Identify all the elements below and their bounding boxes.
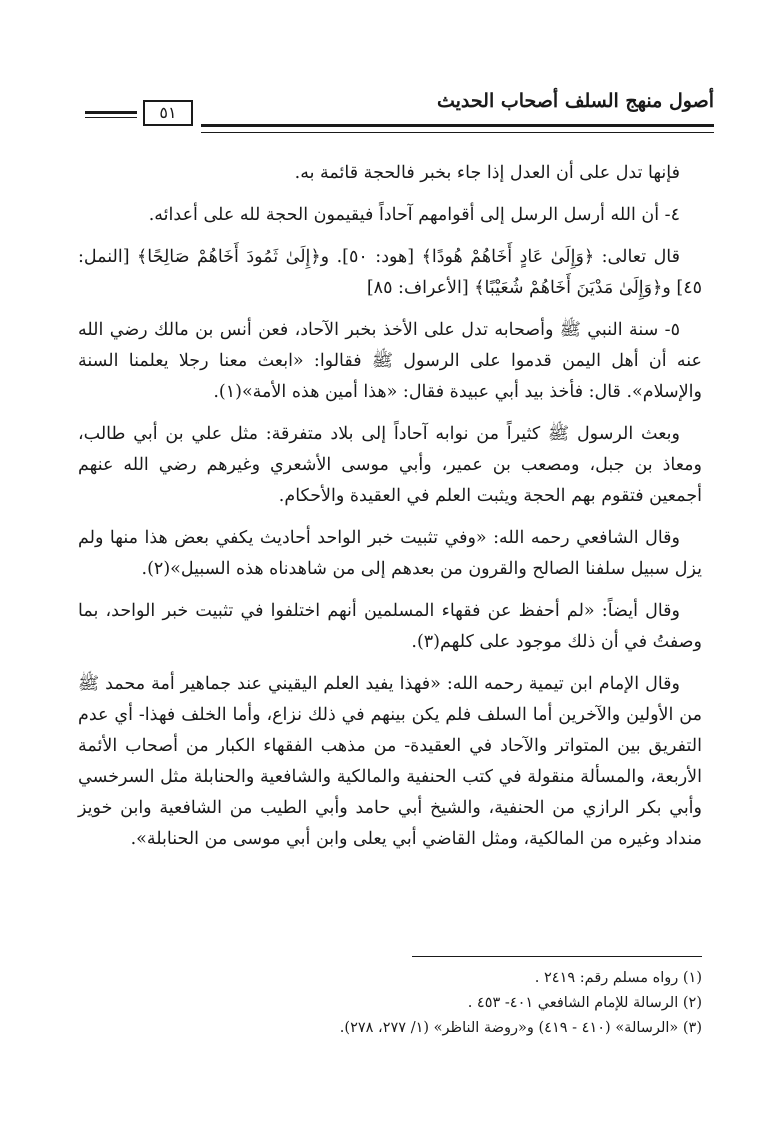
paragraph: وقال الإمام ابن تيمية رحمه الله: «فهذا يفيد العلم اليقيني عند جماهير أمة محمد ﷺ من الأولين والآخرين أما السلف فلم يكن بينهم في ذلك نزاع، وأما الخلف فهذا- أي عدم التفريق بين المتواتر والآحاد في العقيدة- من مذهب الفقهاء الكبار من أصحاب الأئمة الأربعة، والمسألة منقولة في كتب الحنفية والمالكية والشافعية والحنابلة مثل السرخسي وأبي بكر الرازي من الحنفية، والشيخ أبي حامد وأبي الطيب من الشافعية وابن خويز منداد وغيره من المالكية، ومثل القاضي أبي يعلى وابن أبي موسى من الحنابلة». xyxy=(78,674,702,849)
paragraph: وقال الشافعي رحمه الله: «وفي تثبيت خبر الواحد أحاديث يكفي بعض هذا منها ولم يزل سبيل سلفنا الصالح والقرون من بعدهم إلى من شاهدناه هذه السبيل»(٢). xyxy=(78,528,702,579)
paragraph: ٤- أن الله أرسل الرسل إلى أقوامهم آحاداً فيقيمون الحجة لله على أعدائه. xyxy=(148,205,680,225)
footnotes xyxy=(78,966,702,1041)
footnote: (١) رواه مسلم رقم: ٢٤١٩ . xyxy=(534,970,702,986)
header-rule-left xyxy=(85,111,137,118)
footnote: (٣) «الرسالة» (٤١٠ - ٤١٩) و«روضة الناظر» (١/ ٢٧٧، ٢٧٨). xyxy=(339,1020,702,1036)
footnote: (٢) الرسالة للإمام الشافعي ٤٠١- ٤٥٣ . xyxy=(467,995,702,1011)
main-text xyxy=(78,158,702,866)
paragraph: فإنها تدل على أن العدل إذا جاء بخبر فالحجة قائمة به. xyxy=(294,163,680,183)
paragraph: ٥- سنة النبي ﷺ وأصحابه تدل على الأخذ بخبر الآحاد، فعن أنس بن مالك رضي الله عنه أن أهل اليمن قدموا على الرسول ﷺ فقالوا: «ابعث معنا رجلا يعلمنا السنة والإسلام». قال: فأخذ بيد أبي عبيدة فقال: «هذا أمين هذه الأمة»(١). xyxy=(78,320,702,402)
running-title: أصول منهج السلف أصحاب الحديث xyxy=(436,90,714,112)
paragraph: وقال أيضاً: «لم أحفظ عن فقهاء المسلمين أنهم اختلفوا في تثبيت خبر الواحد، بما وصفتُ في أن ذلك موجود على كلهم(٣). xyxy=(78,601,702,652)
paragraph: وبعث الرسول ﷺ كثيراً من نوابه آحاداً إلى بلاد متفرقة: مثل علي بن أبي طالب، ومعاذ بن جبل، ومصعب بن عمير، وأبي موسى الأشعري وغيرهم رضي الله عنهم أجمعين فتقوم بهم الحجة ويثبت العلم في العقيدة والأحكام. xyxy=(78,424,702,506)
header-rule-right xyxy=(201,124,714,133)
page-number: ٥١ xyxy=(143,100,193,126)
paragraph: قال تعالى: ﴿وَإِلَىٰ عَادٍ أَخَاهُمْ هُودًا﴾ [هود: ٥٠]. و﴿إِلَىٰ ثَمُودَ أَخَاهُمْ صَالِحًا﴾ [النمل: ٤٥] و﴿وَإِلَىٰ مَدْيَنَ أَخَاهُمْ شُعَيْبًا﴾ [الأعراف: ٨٥] xyxy=(78,247,702,298)
footnote-separator xyxy=(412,956,702,957)
page-header xyxy=(85,90,714,136)
